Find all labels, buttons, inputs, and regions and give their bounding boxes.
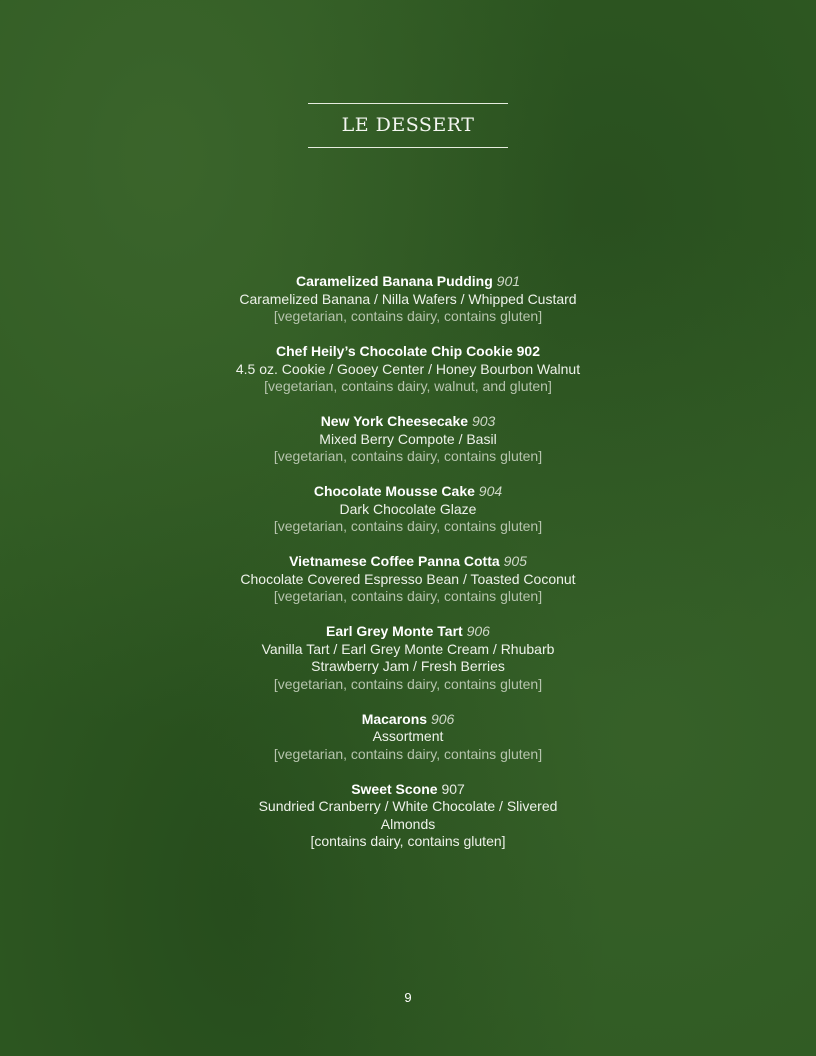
menu-item-description: 4.5 oz. Cookie / Gooey Center / Honey Bourbon Walnut: [235, 360, 581, 377]
menu-item-description: Vanilla Tart / Earl Grey Monte Cream / Rhubarb: [261, 640, 555, 657]
menu-item-description: Chocolate Covered Espresso Bean / Toasted Coconut: [240, 570, 576, 587]
menu-item-name: Caramelized Banana Pudding: [295, 273, 493, 289]
menu-item-number: 901: [496, 273, 521, 289]
title-block: [308, 103, 508, 148]
title-rule-top: [308, 103, 508, 104]
menu-item-dietary-tags: [vegetarian, contains dairy, contains gluten]: [273, 308, 543, 324]
menu-item-description: Assortment: [372, 728, 444, 744]
menu-item-dietary-tags: [vegetarian, contains dairy, walnut, and gluten]: [264, 378, 552, 394]
menu-item-dietary-tags: [vegetarian, contains dairy, contains gluten]: [273, 675, 543, 692]
menu-item-name: Macarons: [361, 710, 428, 727]
menu-item-number: 907: [441, 780, 465, 797]
menu-item-heading: [208, 343, 608, 361]
menu-item-heading: [208, 781, 608, 799]
page-title: LE DESSERT: [341, 114, 475, 136]
menu-item-heading: [208, 711, 608, 729]
menu-item-heading: [208, 273, 608, 291]
menu-item-description: Caramelized Banana / Nilla Wafers / Whipped Custard: [239, 290, 577, 307]
menu-item: [208, 413, 608, 466]
menu-item: [208, 273, 608, 326]
menu-item-name: Chocolate Mousse Cake: [313, 483, 475, 499]
menu-item: [208, 781, 608, 851]
menu-item-dietary-tags: [vegetarian, contains dairy, contains gluten]: [273, 518, 543, 534]
menu-item-dietary-tags: [vegetarian, contains dairy, contains gluten]: [273, 745, 543, 762]
menu-item: [208, 623, 608, 693]
menu-item-number: 906: [430, 710, 455, 727]
menu-item-description: Strawberry Jam / Fresh Berries: [311, 658, 505, 674]
dessert-menu-list: [208, 273, 608, 868]
menu-item-description: Mixed Berry Compote / Basil: [319, 430, 497, 447]
menu-item: [208, 483, 608, 536]
menu-item-number: 903: [471, 413, 496, 429]
page-number: 9: [404, 990, 412, 1005]
menu-item-name: Chef Heily’s Chocolate Chip Cookie 902: [276, 343, 540, 359]
menu-item-heading: [208, 483, 608, 501]
menu-item-dietary-tags: [contains dairy, contains gluten]: [310, 833, 506, 849]
menu-item-heading: [208, 413, 608, 431]
menu-item-name: Earl Grey Monte Tart: [326, 623, 463, 639]
menu-item-number: 904: [478, 483, 503, 499]
menu-item-dietary-tags: [vegetarian, contains dairy, contains gluten]: [273, 448, 543, 464]
menu-item-dietary-tags: [vegetarian, contains dairy, contains gluten]: [273, 588, 543, 604]
menu-item-name: Sweet Scone: [351, 780, 438, 797]
menu-item: [208, 711, 608, 764]
menu-item-number: 906: [466, 623, 490, 639]
menu-item-name: New York Cheesecake: [320, 413, 469, 429]
menu-item: [208, 343, 608, 396]
menu-item-description: Almonds: [380, 815, 436, 832]
menu-item-name: Vietnamese Coffee Panna Cotta: [289, 553, 500, 569]
menu-item-description: Dark Chocolate Glaze: [339, 500, 477, 517]
menu-item-number: 905: [503, 553, 527, 569]
menu-item-description: Sundried Cranberry / White Chocolate / Slivered: [258, 798, 558, 814]
menu-item-heading: [208, 623, 608, 641]
title-rule-bottom: [308, 147, 508, 148]
menu-item: [208, 553, 608, 606]
menu-item-heading: [208, 553, 608, 571]
